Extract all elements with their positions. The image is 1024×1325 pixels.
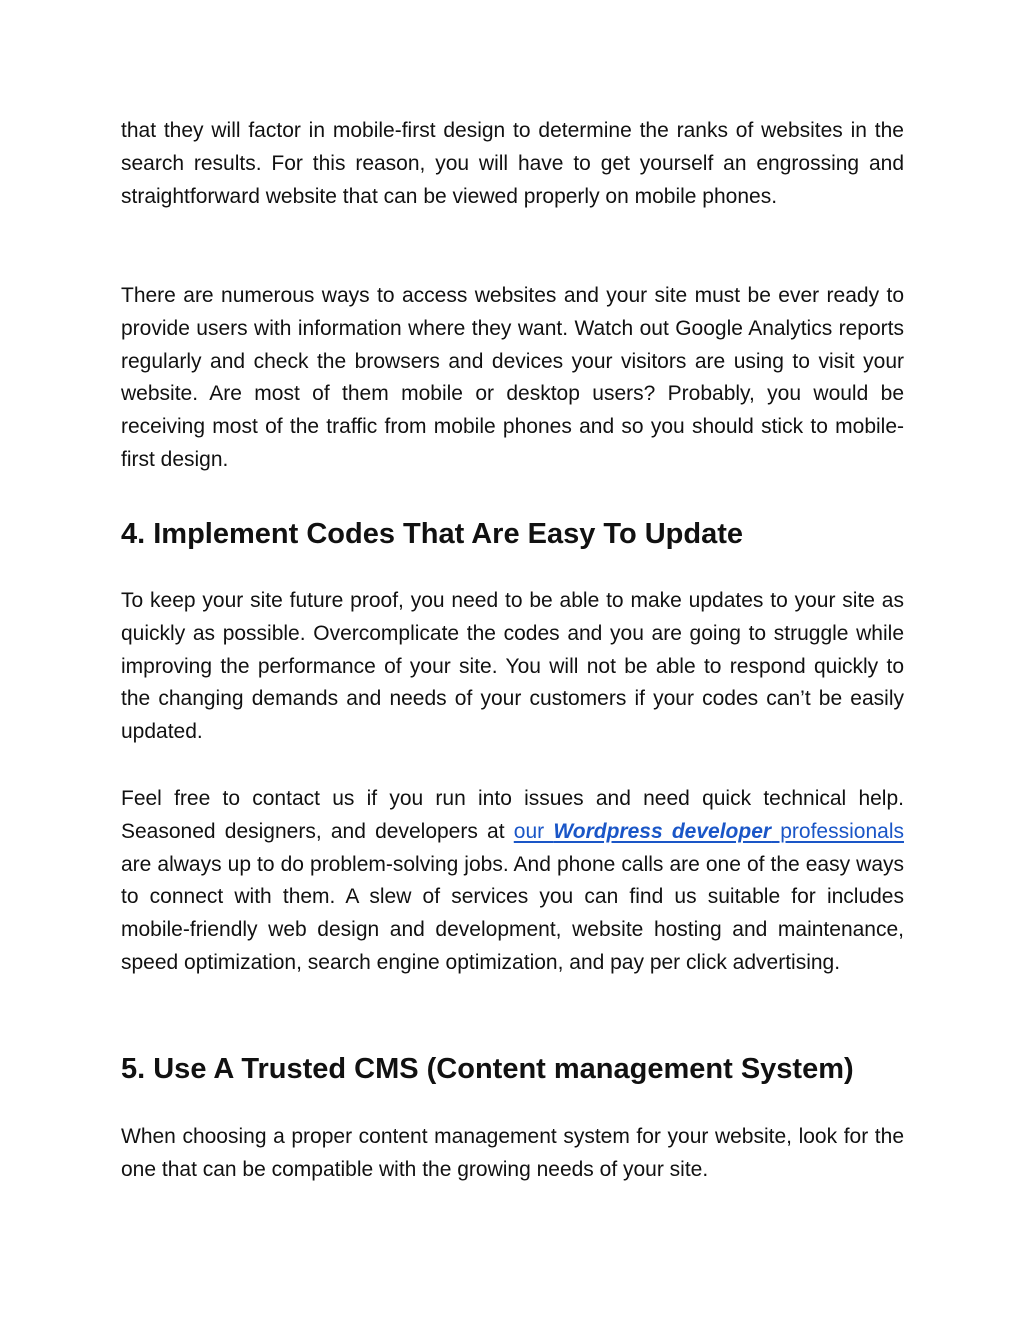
contact-text-after: are always up to do problem-solving jobs. And phone calls are one of the easy ways to connect with them. A slew of services you can find us suitable for includes mobile-friendly web design and development, website hosting and maintenance, speed optimization, search engine optimization, and pay per click advertising. [121,852,904,974]
paragraph-future-proof: To keep your site future proof, you need to be able to make updates to your site as quickly as possible. Overcomplicate the codes and you are going to struggle while improving the performance of your site. You will not be able to respond quickly to the changing demands and needs of your customers if your codes can’t be easily updated. [121,589,904,744]
link-text-bold: Wordpress developer [553,819,772,843]
paragraph-mobile-first-ranking: that they will factor in mobile-first design to determine the ranks of websites in the search results. For this reason, you will have to get yourself an engrossing and straightforward website that can be viewed properly on mobile phones. [121,119,904,208]
paragraph-access-websites: There are numerous ways to access websites and your site must be ever ready to provide users with information where they want. Watch out Google Analytics reports regularly and check the browsers and devices your visitors are using to visit your website. Are most of them mobile or desktop users? Probably, you would be receiving most of the traffic from mobile phones and so you should stick to mobile-first design. [121,284,904,471]
paragraph-contact-us [121,783,904,980]
paragraph-choosing-cms: When choosing a proper content management system for your website, look for the one that can be compatible with the growing needs of your site. [121,1125,904,1181]
link-text-suffix: professionals [771,819,904,843]
link-text-prefix: our [513,819,554,843]
contact-text-before: Feel free to contact us if you run into issues and need quick technical help. Seasoned designers, and developers at [121,787,904,843]
wordpress-developer-link[interactable] [514,820,904,843]
heading-trusted-cms: 5. Use A Trusted CMS (Content management System) [121,1053,854,1085]
heading-implement-codes: 4. Implement Codes That Are Easy To Update [121,518,744,550]
